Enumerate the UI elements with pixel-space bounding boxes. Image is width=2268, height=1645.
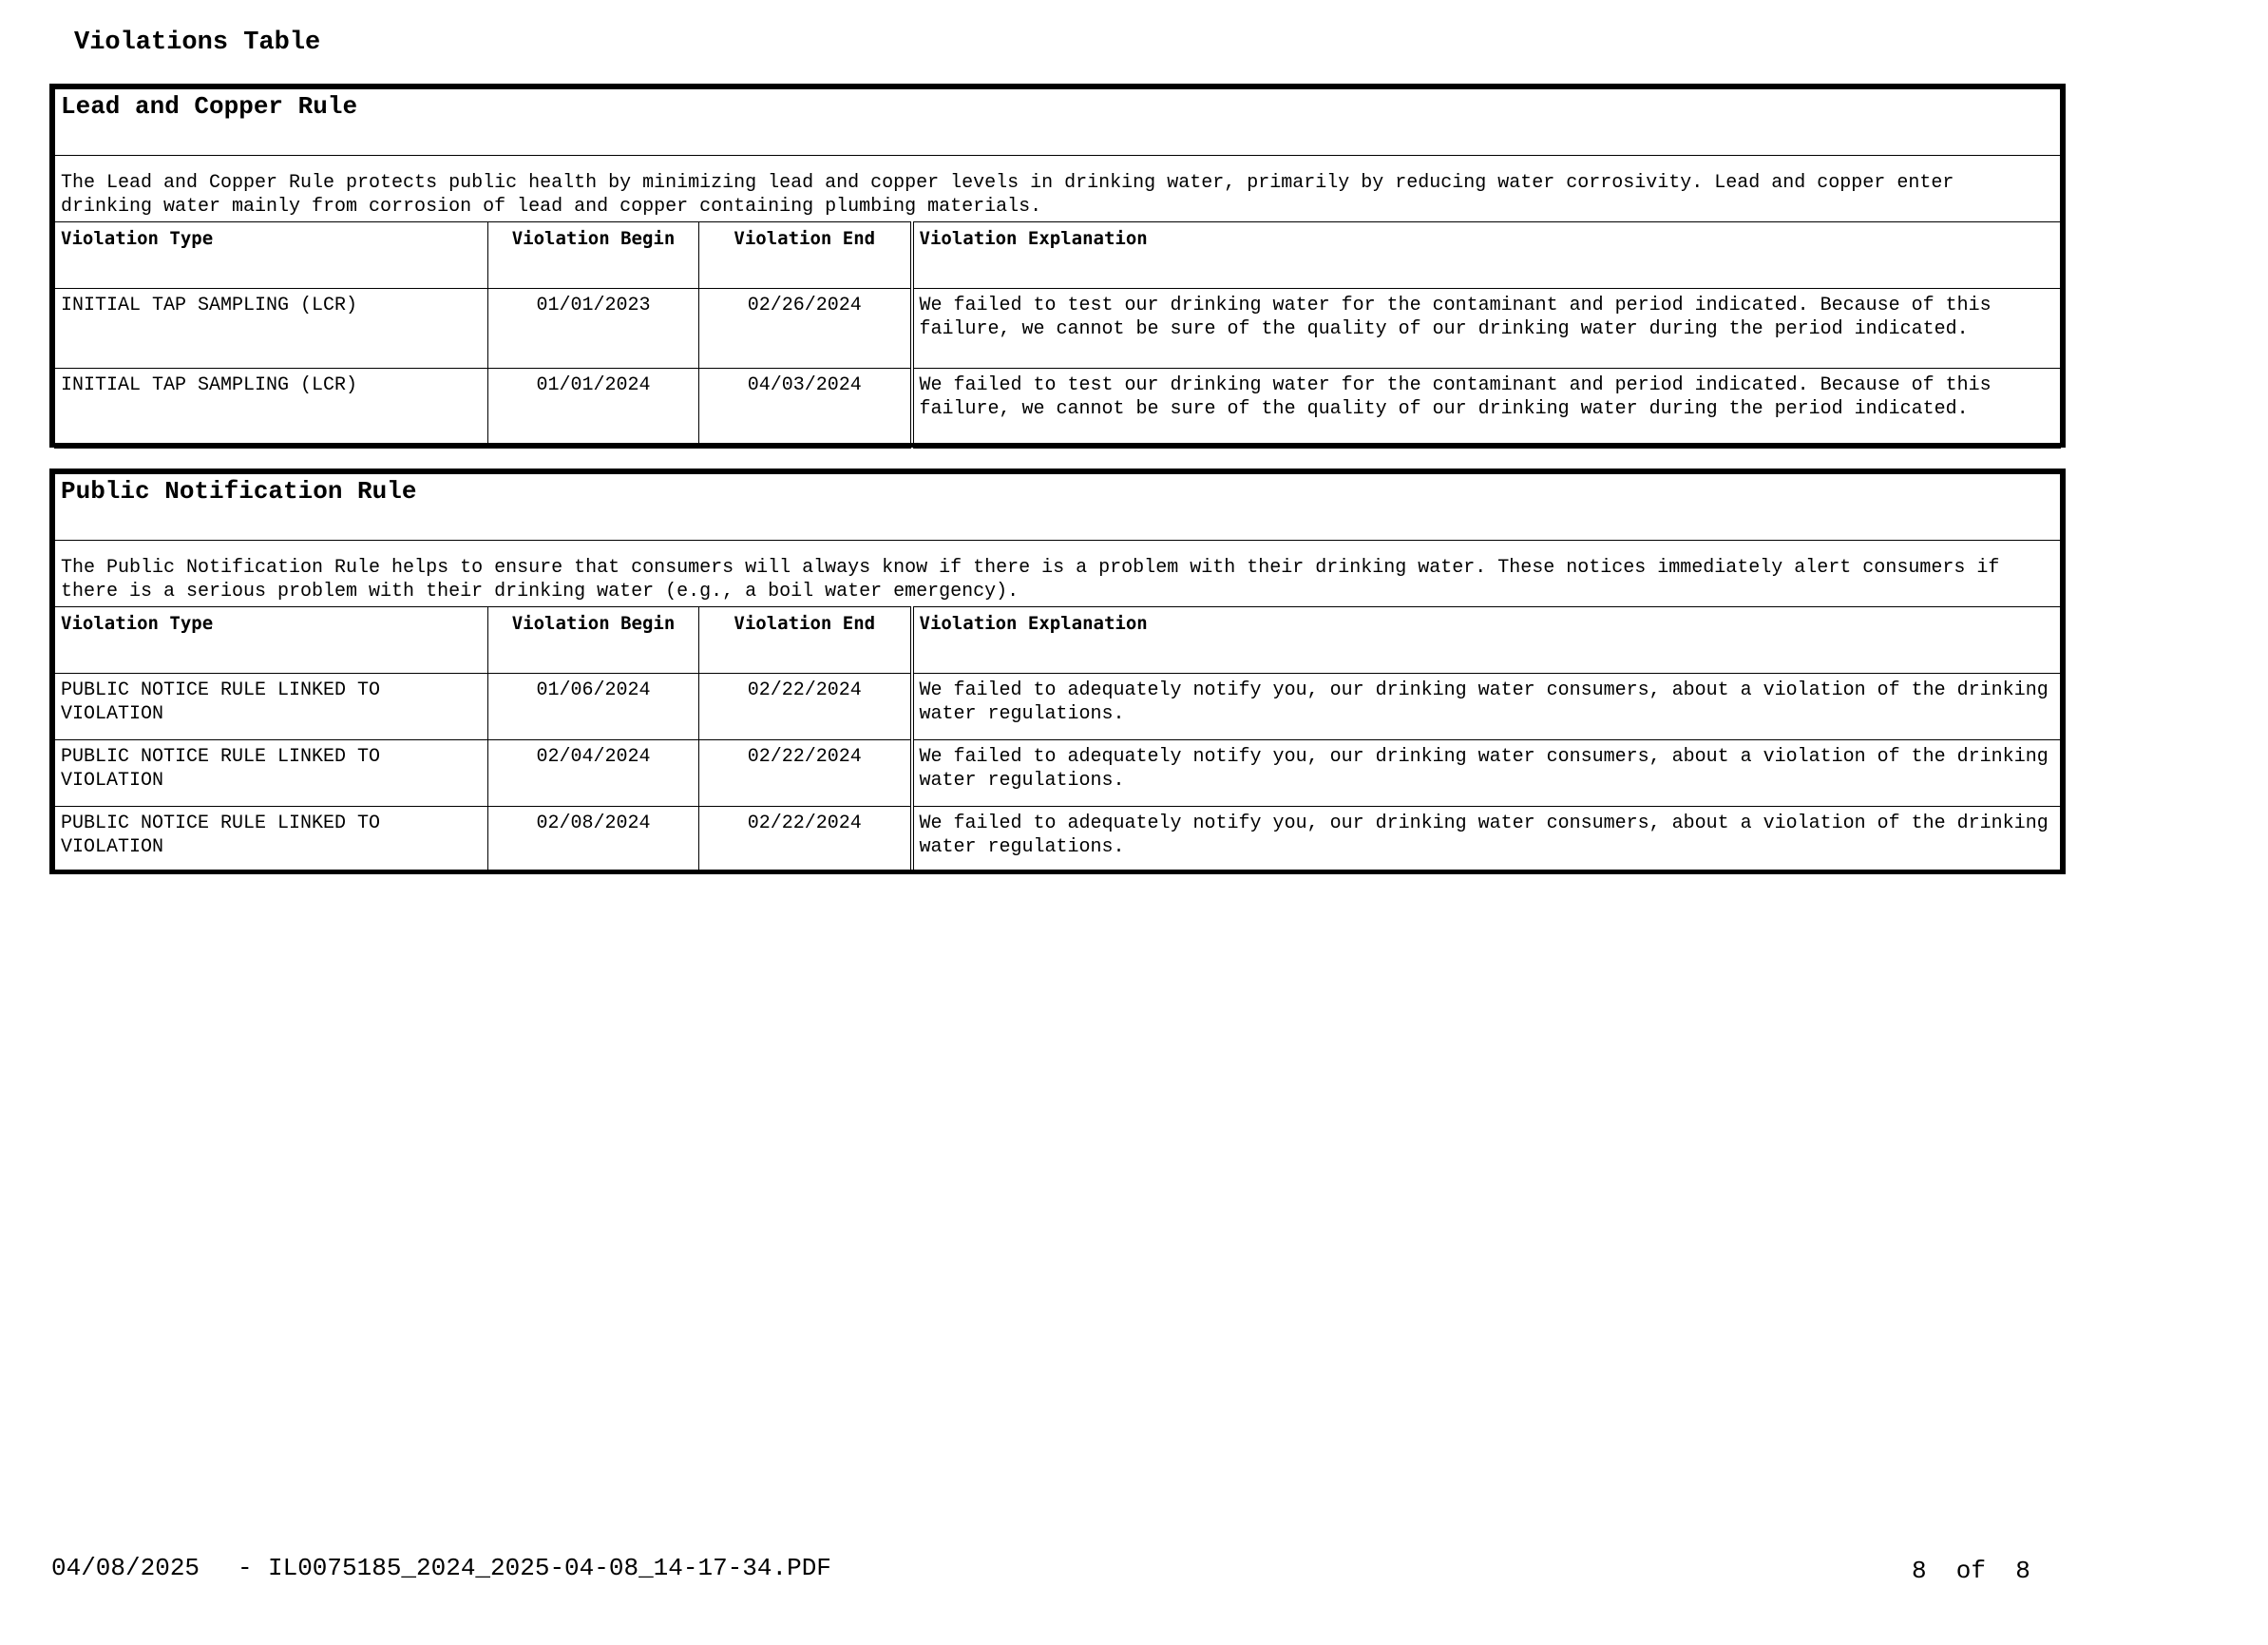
lead-copper-violations-table xyxy=(54,88,2061,449)
violation-end-cell: 02/22/2024 xyxy=(699,740,912,807)
violation-end-cell: 02/26/2024 xyxy=(699,289,912,369)
violation-end-cell: 02/22/2024 xyxy=(699,674,912,740)
table-header-row xyxy=(55,222,2061,289)
footer-filename: IL0075185_2024_2025-04-08_14-17-34.PDF xyxy=(268,1554,831,1582)
violation-type-cell: PUBLIC NOTICE RULE LINKED TO VIOLATION xyxy=(55,740,488,807)
page-number: 8 of 8 xyxy=(1912,1557,2030,1585)
section-description: The Lead and Copper Rule protects public health by minimizing lead and copper levels in drinking water, primarily by reducing water corrosivity. Lead and copper enter drinking water mainly from corrosion of lead and copper containing plumbing materials. xyxy=(55,156,2061,222)
table-row xyxy=(55,369,2061,449)
section-title: Public Notification Rule xyxy=(55,474,2061,541)
violation-explanation-cell: We failed to test our drinking water for the contaminant and period indicated. Because of this failure, we cannot be sure of the quality of our drinking water during the period indicated. xyxy=(912,369,2061,449)
column-header-violation-end: Violation End xyxy=(699,607,912,674)
page-title: Violations Table xyxy=(74,29,321,57)
table-row xyxy=(55,740,2061,807)
footer-date: 04/08/2025 xyxy=(51,1554,200,1582)
column-header-violation-begin: Violation Begin xyxy=(488,222,699,289)
violation-end-cell: 02/22/2024 xyxy=(699,807,912,873)
column-header-violation-end: Violation End xyxy=(699,222,912,289)
section-description: The Public Notification Rule helps to ensure that consumers will always know if there is a problem with their drinking water. These notices immediately alert consumers if there is a serious problem with their drinking water (e.g., a boil water emergency). xyxy=(55,541,2061,607)
violation-type-cell: INITIAL TAP SAMPLING (LCR) xyxy=(55,369,488,449)
column-header-violation-explanation: Violation Explanation xyxy=(912,607,2061,674)
violation-begin-cell: 01/01/2024 xyxy=(488,369,699,449)
violation-begin-cell: 02/04/2024 xyxy=(488,740,699,807)
public-notification-violations-table xyxy=(54,473,2061,873)
footer-separator: - xyxy=(238,1554,253,1582)
violation-explanation-cell: We failed to test our drinking water for the contaminant and period indicated. Because of this failure, we cannot be sure of the quality of our drinking water during the period indicated. xyxy=(912,289,2061,369)
violation-explanation-cell: We failed to adequately notify you, our drinking water consumers, about a violation of the drinking water regulations. xyxy=(912,740,2061,807)
violation-explanation-cell: We failed to adequately notify you, our drinking water consumers, about a violation of the drinking water regulations. xyxy=(912,674,2061,740)
table-row xyxy=(55,807,2061,873)
violation-explanation-cell: We failed to adequately notify you, our drinking water consumers, about a violation of the drinking water regulations. xyxy=(912,807,2061,873)
public-notification-rule-section xyxy=(49,469,2066,874)
table-header-row xyxy=(55,607,2061,674)
violation-end-cell: 04/03/2024 xyxy=(699,369,912,449)
violation-begin-cell: 02/08/2024 xyxy=(488,807,699,873)
column-header-violation-type: Violation Type xyxy=(55,607,488,674)
lead-copper-rule-section xyxy=(49,84,2066,448)
column-header-violation-begin: Violation Begin xyxy=(488,607,699,674)
column-header-violation-type: Violation Type xyxy=(55,222,488,289)
violation-type-cell: INITIAL TAP SAMPLING (LCR) xyxy=(55,289,488,369)
violation-type-cell: PUBLIC NOTICE RULE LINKED TO VIOLATION xyxy=(55,807,488,873)
violation-begin-cell: 01/06/2024 xyxy=(488,674,699,740)
violation-type-cell: PUBLIC NOTICE RULE LINKED TO VIOLATION xyxy=(55,674,488,740)
violation-begin-cell: 01/01/2023 xyxy=(488,289,699,369)
column-header-violation-explanation: Violation Explanation xyxy=(912,222,2061,289)
section-title: Lead and Copper Rule xyxy=(55,89,2061,156)
table-row xyxy=(55,674,2061,740)
table-row xyxy=(55,289,2061,369)
